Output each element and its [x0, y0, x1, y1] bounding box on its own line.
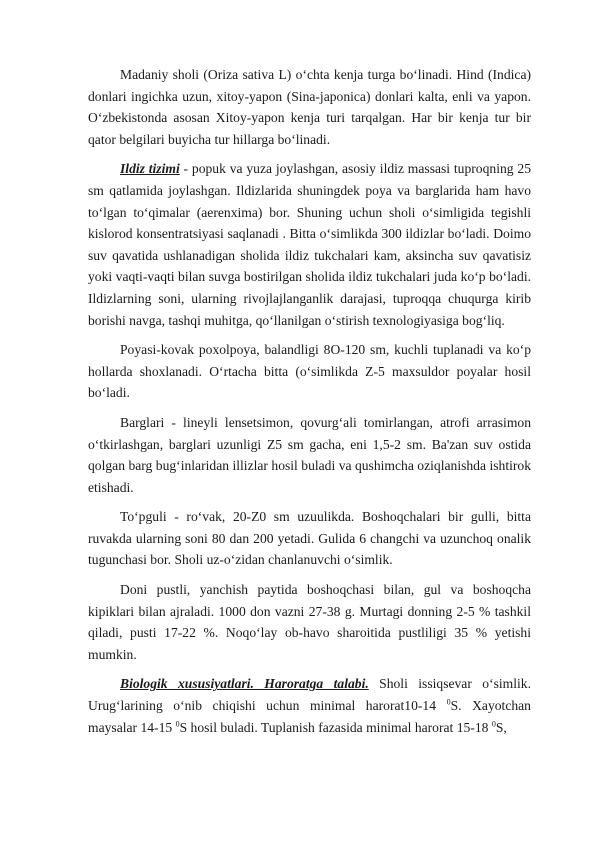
paragraph-text: Madaniy sholi (Oriza sativa L) o‘chta kenja turga bo‘linadi. Hind (Indica) donlari ingichka uzun, xitoy-yapon (Sina-japonica) donlari kalta, enli va yapon. O‘zbekistonda asosan Xitoy-yapon kenja turi tarqalgan. Har bir kenja tur bir qator belgilari buyicha tur hillarga bo‘linadi. — [88, 67, 531, 147]
text-part: S. Xayotchan maysalar 14-15 — [88, 698, 531, 735]
paragraph-stem — [88, 339, 531, 404]
paragraph-subspecies — [88, 64, 531, 150]
paragraph-text: Poyasi-kovak poxolpoya, balandligi 8O-120 sm, kuchli tuplanadi va ko‘p hollarda shoxlanadi. O‘rtacha bitta (o‘simlikda Z-5 maxsuldor poyalar hosil bo‘ladi. — [88, 342, 531, 401]
paragraph-text: - popuk va yuza joylashgan, asosiy ildiz massasi tuproqning 25 sm qatlamida joylashgan. Ildizlarida shuningdek poya va barglarida ham havo to‘lgan to‘qimalar (aerenxima) bor. Shuning uchun sholi o‘simligida tegishli kislorod konsentratsiyasi saqlanadi . Bitta o‘simlikda 300 ildizlar bo‘ladi. Doimo suv qavatida ushlanadigan sholida ildiz tukchalari kam, aksincha suv qavatisiz yoki vaqti-vaqti bilan suvga bostirilgan sholida ildiz tukchalari juda ko‘p bo‘ladi. Ildizlarning soni, ularning rivojlajlanganlik darajasi, tuproqqa chuqurga kirib borishi navga, tashqi muhitga, qo‘llanilgan o‘stirish texnologiyasiga bog‘liq. — [88, 161, 531, 328]
paragraph-text: Doni pustli, yanchish paytida boshoqchasi bilan, gul va boshoqcha kipiklari bilan ajraladi. 1000 don vazni 27-38 g. Murtagi donning 2-5 % tashkil qiladi, pusti 17-22 %. Noqo‘lay ob-havo sharoitida pustliligi 35 % yetishi mumkin. — [88, 582, 531, 662]
text-part: S hosil buladi. Tuplanish fazasida minimal harorat 15-18 — [179, 719, 492, 735]
paragraph-grain — [88, 579, 531, 665]
section-heading-biology: Biologik xususiyatlari. Haroratga talabi. — [120, 676, 369, 692]
paragraph-root-system — [88, 158, 531, 331]
degree-superscript: 0 — [175, 719, 180, 729]
degree-superscript: 0 — [491, 719, 496, 729]
text-part: Sholi issiqsevar o‘simlik. Urug‘larining o‘nib chiqishi uchun minimal harorat10-14 — [88, 676, 531, 714]
text-part: S, — [495, 719, 507, 735]
paragraph-text: To‘pguli - ro‘vak, 20-Z0 sm uzuulikda. Boshoqchalari bir gulli, bitta ruvakda ularning soni 80 dan 200 yetadi. Gulida 6 changchi va uzunchoq onalik tugunchasi bor. Sholi uz-o‘zidan chanlanuvchi o‘simlik. — [88, 509, 531, 568]
paragraph-leaves — [88, 412, 531, 498]
paragraph-text: Barglari - lineyli lensetsimon, qovurg‘ali tomirlangan, atrofi arrasimon o‘tkirlashgan, barglari uzunligi Z5 sm gacha, eni 1,5-2 sm. Ba'zan suv ostida qolgan barg bug‘inlaridan illizlar hosil buladi va qushimcha oziqlanishda ishtirok etishadi. — [88, 414, 531, 495]
paragraph-inflorescence — [88, 506, 531, 571]
paragraph-biology — [88, 673, 531, 738]
degree-superscript: 0 — [446, 697, 451, 707]
body-text — [88, 64, 531, 746]
section-heading-root-system: Ildiz tizimi — [120, 161, 180, 177]
